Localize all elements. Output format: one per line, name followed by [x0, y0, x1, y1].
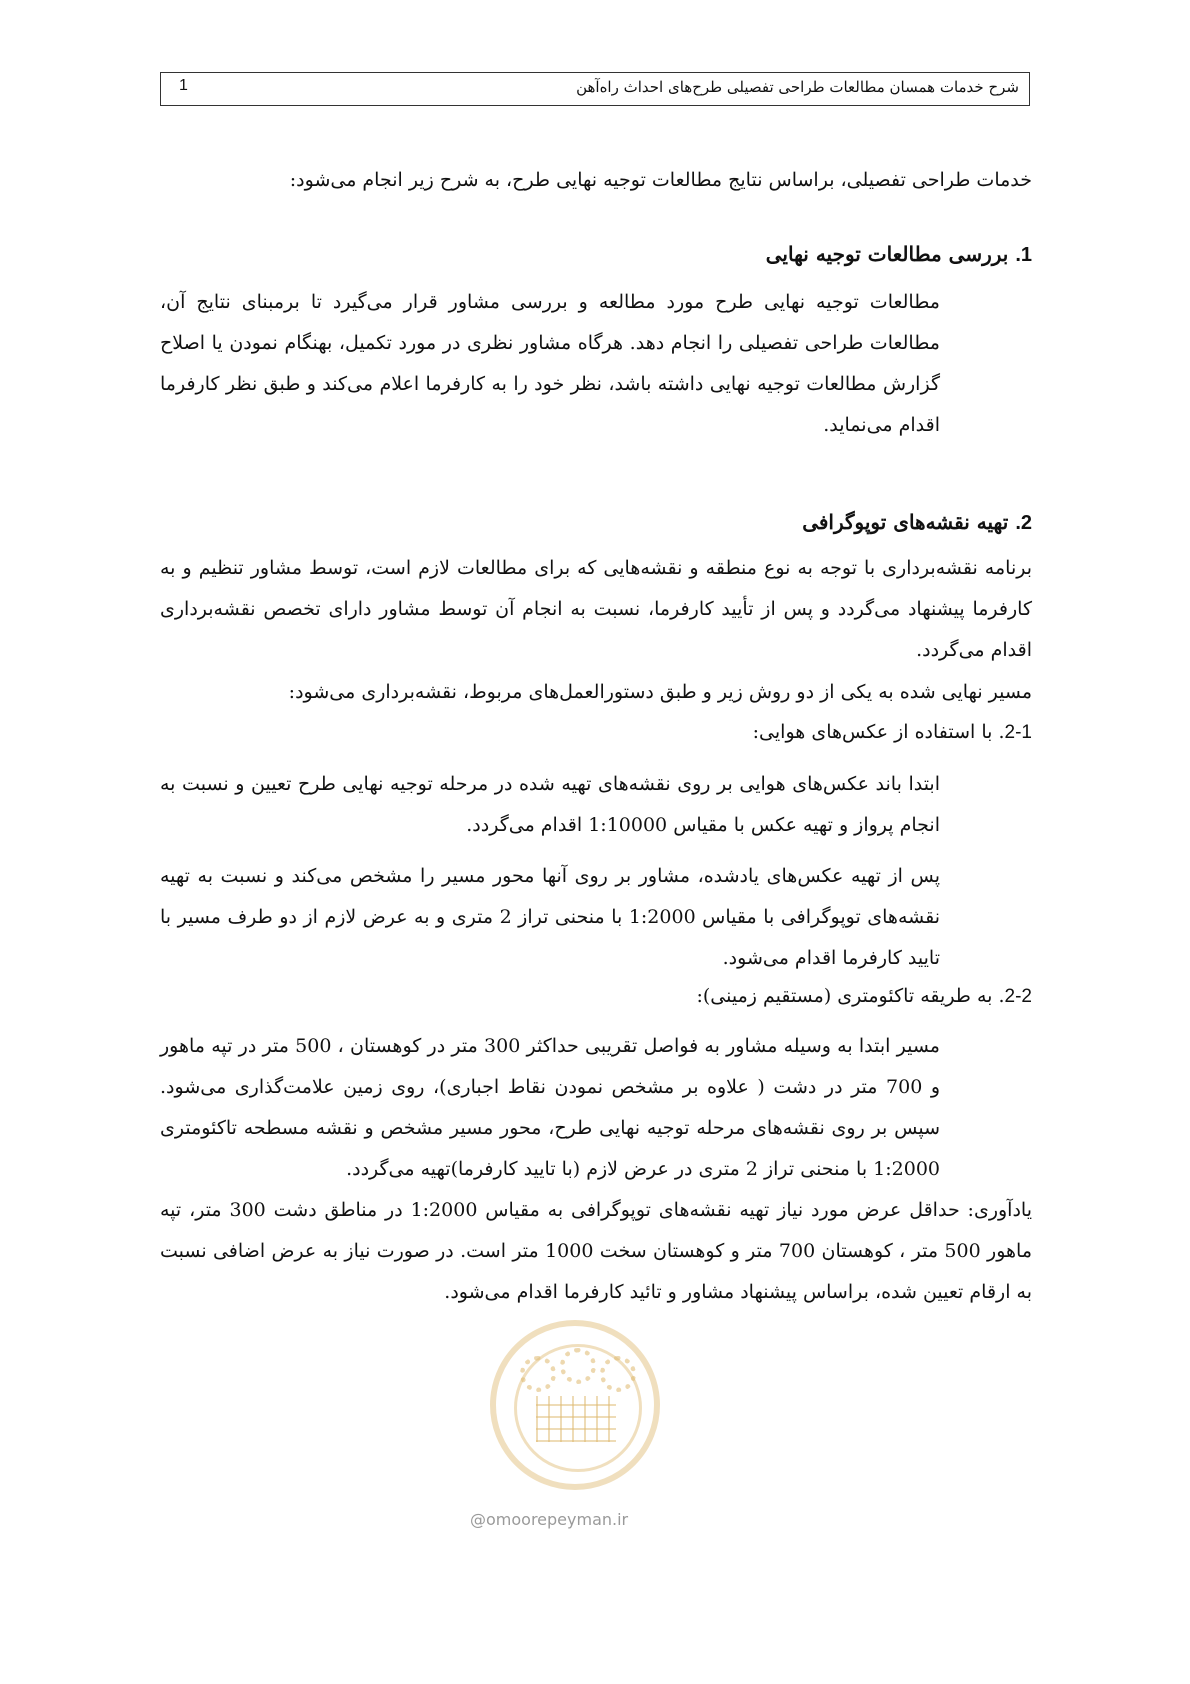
document-title: شرح خدمات همسان مطالعات طراحی تفصیلی طرح‌های احداث راه‌آهن — [576, 78, 1019, 96]
subsection-2-1-para-2: پس از تهیه عکس‌های یادشده، مشاور بر روی آنها محور مسیر را مشخص می‌کند و نسبت به تهیه نقشه‌های توپوگرافی با مقیاس 1:2000 با منحنی تراز 2 متری و به عرض لازم از دو طرف مسیر با تایید کارفرما اقدام می‌شود. — [160, 865, 940, 969]
subsection-2-2-para-1: مسیر ابتدا به وسیله مشاور به فواصل تقریبی حداکثر 300 متر در کوهستان ، 500 متر در تپه ماهور و 700 متر در دشت ( علاوه بر مشخص نمودن نقاط اجباری)، روی زمین علامت‌گذاری می‌شود. سپس بر روی نقشه‌های مرحله توجیه نهایی طرح، محور مسیر مشخص و نقشه مسطحه تاکئومتری 1:2000 با منحنی تراز 2 متری در عرض لازم (با تایید کارفرما)تهیه می‌گردد. — [160, 1035, 940, 1180]
route-method-line: مسیر نهایی شده به یکی از دو روش زیر و طبق دستورالعمل‌های مربوط، نقشه‌برداری می‌شود: — [288, 681, 1032, 703]
watermark-text: @omoorepeyman.ir — [470, 1510, 629, 1529]
reminder-note: یادآوری: حداقل عرض مورد نیاز تهیه نقشه‌های توپوگرافی به مقیاس 1:2000 در مناطق دشت 300 متر، تپه ماهور 500 متر ، کوهستان 700 متر و کوهستان سخت 1000 متر است. در صورت نیاز به عرض اضافی نسبت به ارقام تعیین شده، براساس پیشنهاد مشاور و تائید کارفرما اقدام می‌شود. — [160, 1199, 1032, 1303]
page-header — [160, 72, 1030, 106]
intro-paragraph: خدمات طراحی تفصیلی، براساس نتایج مطالعات توجیه نهایی طرح، به شرح زیر انجام می‌شود: — [289, 169, 1032, 191]
section-2-body: برنامه نقشه‌برداری با توجه به نوع منطقه و نقشه‌هایی که برای مطالعات لازم است، توسط مشاور تنظیم و به کارفرما پیشنهاد می‌گردد و پس از تأیید کارفرما، نسبت به انجام آن توسط مشاور دارای تخصص نقشه‌برداری اقدام می‌گردد. — [160, 557, 1032, 661]
section-2-heading: 2. تهیه نقشه‌های توپوگرافی — [802, 510, 1032, 534]
section-1-body: مطالعات توجیه نهایی طرح مورد مطالعه و بررسی مشاور قرار می‌گیرد تا برمبنای نتایج آن، مطالعات طراحی تفصیلی را انجام دهد. هرگاه مشاور نظری در مورد تکمیل، بهنگام نمودن یا اصلاح گزارش مطالعات توجیه نهایی داشته باشد، نظر خود را به کارفرما اعلام می‌کند و طبق نظر کارفرما اقدام می‌نماید. — [160, 291, 940, 436]
seal-logo-icon — [490, 1320, 660, 1490]
subsection-2-2-heading: 2-2. به طریقه تاکئومتری (مستقیم زمینی): — [696, 985, 1032, 1007]
subsection-2-1-para-1: ابتدا باند عکس‌های هوایی بر روی نقشه‌های تهیه شده در مرحله توجیه نهایی طرح تعیین و نسبت به انجام پرواز و تهیه عکس با مقیاس 1:10000 اقدام می‌گردد. — [160, 773, 940, 836]
section-1-heading: 1. بررسی مطالعات توجیه نهایی — [765, 242, 1032, 266]
page-number: 1 — [179, 77, 188, 94]
subsection-2-1-heading: 2-1. با استفاده از عکس‌های هوایی: — [752, 721, 1032, 743]
